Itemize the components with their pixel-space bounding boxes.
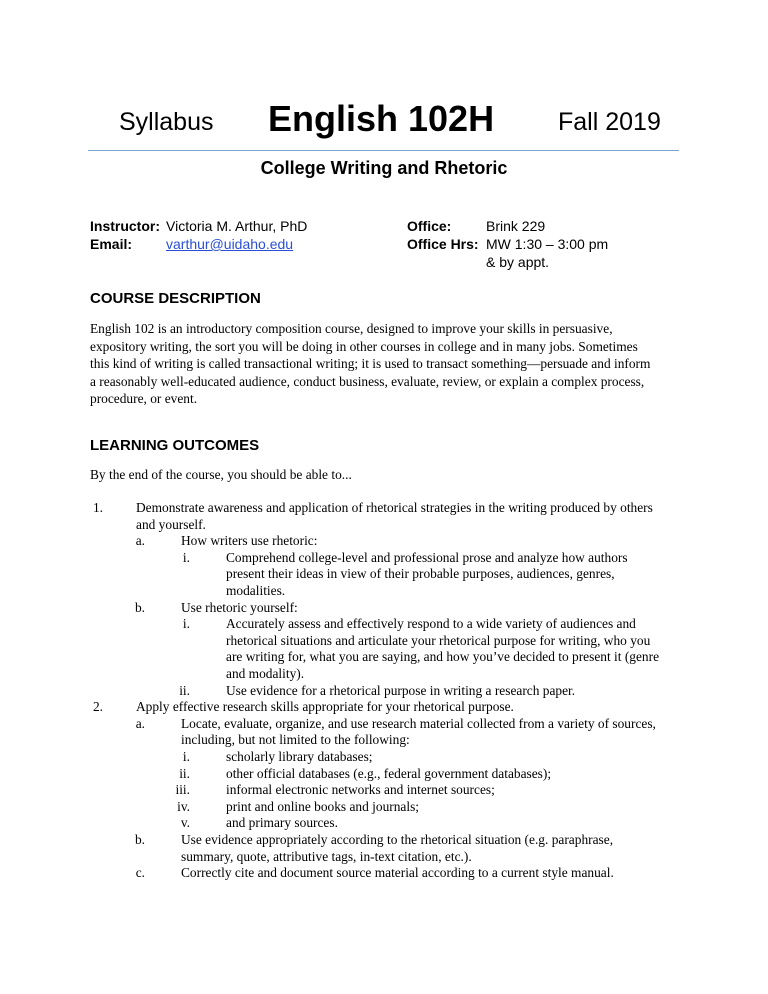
outcome-marker: b. <box>134 832 145 847</box>
outcome-marker: 1. <box>92 500 103 515</box>
outcome-marker: b. <box>134 599 145 615</box>
outcome-marker: iii. <box>175 782 190 798</box>
office-hours-value: MW 1:30 – 3:00 pm <box>486 236 609 252</box>
outcome-text: modalities. <box>226 582 286 598</box>
term-label: Fall 2019 <box>558 108 661 136</box>
instructor-value: Victoria M. Arthur, PhD <box>166 218 308 234</box>
email-link[interactable]: varthur@uidaho.edu <box>166 236 294 252</box>
outcome-marker: i. <box>182 549 190 565</box>
outcome-text: Locate, evaluate, organize, and use research material collected from a variety of sources, <box>181 715 656 731</box>
outcome-marker: a. <box>135 715 145 731</box>
description-line: expository writing, the sort you will be doing in other courses in college and in many jobs. Sometimes <box>90 338 638 354</box>
outcome-marker: i. <box>182 616 190 632</box>
outcome-text: are writing for, what you are saying, and how you’ve decided to present it (genre <box>226 649 660 665</box>
syllabus-label: Syllabus <box>119 108 214 136</box>
outcome-text: Use rhetoric yourself: <box>181 599 298 615</box>
learning-outcomes-intro: By the end of the course, you should be able to... <box>90 467 352 482</box>
course-description-paragraph <box>90 320 676 408</box>
outcome-text: and modality). <box>226 665 305 681</box>
outcome-marker: ii. <box>179 682 190 698</box>
description-line: this kind of writing is called transactional writing; it is used to transact something—persuade and inform <box>90 356 651 371</box>
outcome-text: Correctly cite and document source material according to a current style manual. <box>181 865 614 881</box>
instructor-label: Instructor: <box>90 218 160 234</box>
outcome-text: Accurately assess and effectively respond to a wide variety of audiences and <box>226 616 636 632</box>
learning-outcomes-heading: LEARNING OUTCOMES <box>90 437 260 454</box>
outcome-text: and primary sources. <box>226 815 338 831</box>
outcome-text: other official databases (e.g., federal government databases); <box>226 765 552 781</box>
outcome-marker: i. <box>182 749 190 764</box>
course-title: English 102H <box>268 98 495 139</box>
office-hours-label: Office Hrs: <box>407 236 479 252</box>
course-subtitle: College Writing and Rhetoric <box>260 158 508 178</box>
outcome-text: including, but not limited to the following: <box>181 732 410 748</box>
outcome-text: How writers use rhetoric: <box>181 533 318 549</box>
outcome-text: scholarly library databases; <box>226 749 373 764</box>
course-description-heading: COURSE DESCRIPTION <box>90 290 261 307</box>
email-label: Email: <box>90 236 133 252</box>
outcome-marker: c. <box>135 865 145 881</box>
outcome-text: Use evidence appropriately according to the rhetorical situation (e.g. paraphrase, <box>181 832 614 847</box>
outcome-text: informal electronic networks and internet sources; <box>226 782 495 798</box>
outcome-text: Demonstrate awareness and application of rhetorical strategies in the writing produced by others <box>136 500 653 515</box>
outcome-marker: v. <box>180 815 190 831</box>
outcome-marker: iv. <box>177 798 190 814</box>
outcome-text: and yourself. <box>136 516 206 532</box>
outcome-text: print and online books and journals; <box>226 798 420 814</box>
outcome-text: Use evidence for a rhetorical purpose in writing a research paper. <box>226 682 576 698</box>
office-label: Office: <box>407 218 452 234</box>
description-line: procedure, or event. <box>90 391 198 406</box>
description-line: a reasonably well-educated audience, conduct business, evaluate, review, or explain a complex process, <box>90 373 645 389</box>
outcome-text: rhetorical situations and articulate your rhetorical purpose for writing, who you <box>226 632 651 648</box>
description-line: English 102 is an introductory composition course, designed to improve your skills in persuasive, <box>90 321 613 336</box>
office-hours-extra: & by appt. <box>486 254 550 270</box>
outcome-text: Apply effective research skills appropriate for your rhetorical purpose. <box>136 699 514 715</box>
header-divider <box>88 150 679 151</box>
outcome-marker: ii. <box>179 765 190 781</box>
outcome-text: Comprehend college-level and professional prose and analyze how authors <box>226 549 628 565</box>
outcome-marker: a. <box>135 533 145 549</box>
outcome-text: summary, quote, attributive tags, in-text citation, etc.). <box>181 848 472 864</box>
outcome-text: present their ideas in view of their probable purposes, audiences, genres, <box>226 566 615 582</box>
office-value: Brink 229 <box>486 218 546 234</box>
outcome-marker: 2. <box>92 699 103 715</box>
